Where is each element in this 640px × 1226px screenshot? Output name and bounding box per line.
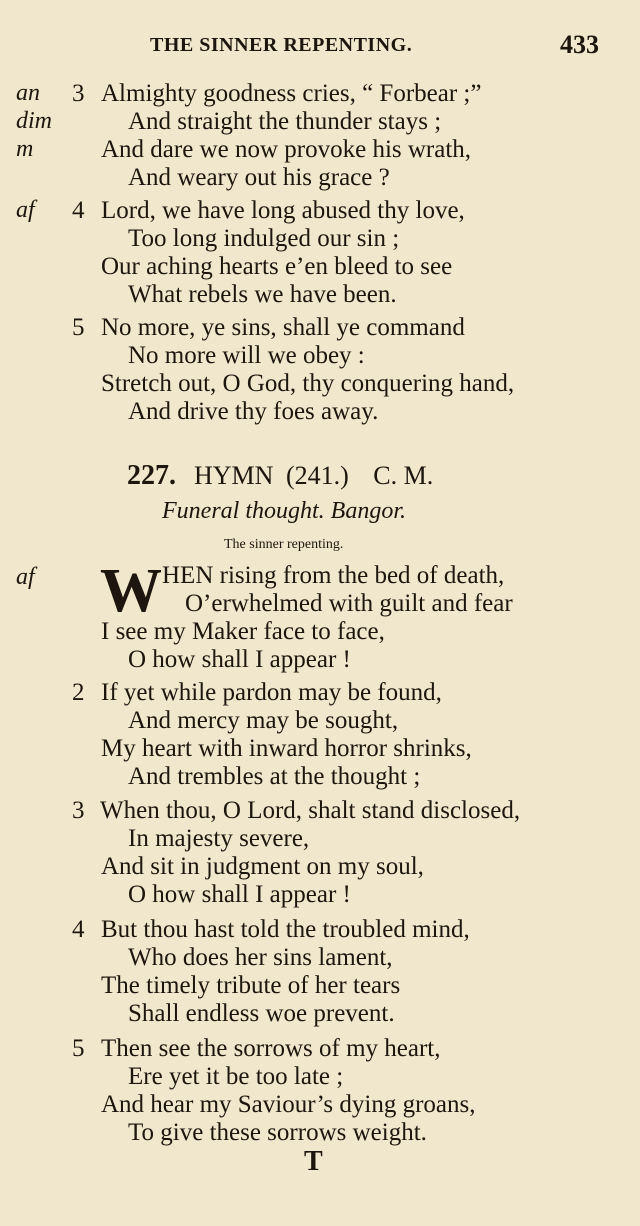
verse-line (0, 1063, 640, 1091)
verse-text: If yet while pardon may be found, (101, 679, 442, 706)
verse-text: Who does her sins lament, (128, 944, 393, 971)
verse-text: Our aching hearts e’en bleed to see (101, 253, 453, 280)
verse-text: No more will we obey : (128, 342, 365, 369)
verse-line (0, 797, 640, 825)
verse-text: I see my Maker face to face, (101, 618, 385, 645)
verse-line (0, 1000, 640, 1028)
verse-text: And weary out his grace ? (128, 164, 390, 191)
verse-line (0, 763, 640, 791)
stanza-number: 2 (72, 679, 85, 706)
verse-line (0, 108, 640, 136)
verse-line (0, 253, 640, 281)
stanza-number: 4 (72, 916, 85, 943)
stanza-number: 5 (72, 1035, 85, 1062)
hymn-heading (127, 460, 433, 492)
running-header: THE SINNER REPENTING. (150, 34, 413, 56)
verse-line (0, 398, 640, 426)
verse-line (0, 562, 640, 590)
verse-text: But thou hast told the troubled mind, (101, 916, 470, 943)
stanza-number: 5 (72, 314, 85, 341)
verse-line (0, 370, 640, 398)
stanza-number: 3 (72, 797, 85, 824)
dynamic-mark: af (16, 197, 35, 223)
verse-line (0, 735, 640, 763)
verse-line (0, 164, 640, 192)
verse-line (0, 825, 640, 853)
verse-text: My heart with inward horror shrinks, (101, 735, 472, 762)
verse-text: And hear my Saviour’s dying groans, (101, 1091, 476, 1118)
verse-line (0, 618, 640, 646)
verse-line (0, 679, 640, 707)
verse-line (0, 1091, 640, 1119)
verse-text: In majesty severe, (128, 825, 310, 852)
dynamic-mark: af (16, 564, 35, 590)
verse-text: No more, ye sins, shall ye command (101, 314, 465, 341)
verse-text: Shall endless woe prevent. (128, 1000, 395, 1027)
verse-text: Lord, we have long abused thy love, (101, 197, 465, 224)
verse-text: What rebels we have been. (128, 281, 397, 308)
verse-text: And straight the thunder stays ; (128, 108, 442, 135)
verse-line (0, 646, 640, 674)
verse-text: When thou, O Lord, shalt stand disclosed, (100, 797, 521, 824)
verse-line (0, 916, 640, 944)
stanza-number: 4 (72, 197, 85, 224)
verse-text: The timely tribute of her tears (101, 972, 401, 999)
verse-text: Too long indulged our sin ; (128, 225, 400, 252)
verse-text: Almighty goodness cries, “ Forbear ;” (101, 80, 482, 107)
verse-line (0, 1035, 640, 1063)
verse-text: And trembles at the thought ; (128, 763, 421, 790)
verse-text: O how shall I appear ! (128, 646, 351, 673)
hymn-label: HYMN (194, 461, 274, 490)
verse-line (0, 881, 640, 909)
verse-text: Then see the sorrows of my heart, (101, 1035, 441, 1062)
verse-text: And drive thy foes away. (128, 398, 379, 425)
verse-line (0, 136, 640, 164)
verse-line (0, 197, 640, 225)
verse-line (0, 972, 640, 1000)
verse-text: To give these sorrows weight. (128, 1119, 427, 1146)
dynamic-mark: m (16, 136, 34, 162)
dynamic-mark: dim (16, 108, 52, 134)
tune-line: Funeral thought. Bangor. (162, 498, 406, 524)
verse-text: And sit in judgment on my soul, (101, 853, 424, 880)
verse-line (0, 281, 640, 309)
hymn-meter: C. M. (373, 461, 434, 490)
verse-line (0, 853, 640, 881)
drop-cap: W (100, 557, 162, 625)
verse-line (0, 80, 640, 108)
hymn-number: 227. (127, 460, 176, 491)
verse-text: Stretch out, O God, thy conquering hand, (101, 370, 515, 397)
hymn-subject: The sinner repenting. (224, 537, 344, 552)
verse-text: HEN rising from the bed of death, (162, 562, 505, 589)
stanza-number: 3 (72, 80, 85, 107)
hymn-reference: (241.) (285, 461, 349, 490)
verse-text: O how shall I appear ! (128, 881, 351, 908)
verse-line (0, 314, 640, 342)
verse-line (0, 1119, 640, 1147)
verse-line (0, 342, 640, 370)
verse-text: And dare we now provoke his wrath, (101, 136, 472, 163)
verse-text: And mercy may be sought, (128, 707, 399, 734)
verse-text: O’erwhelmed with guilt and fear (185, 590, 513, 617)
signature-mark: T (304, 1146, 323, 1177)
verse-text: Ere yet it be too late ; (128, 1063, 344, 1090)
verse-line (0, 225, 640, 253)
verse-line (0, 707, 640, 735)
dynamic-mark: an (16, 80, 40, 106)
verse-line (0, 590, 640, 618)
page-number: 433 (560, 30, 599, 59)
verse-line (0, 944, 640, 972)
